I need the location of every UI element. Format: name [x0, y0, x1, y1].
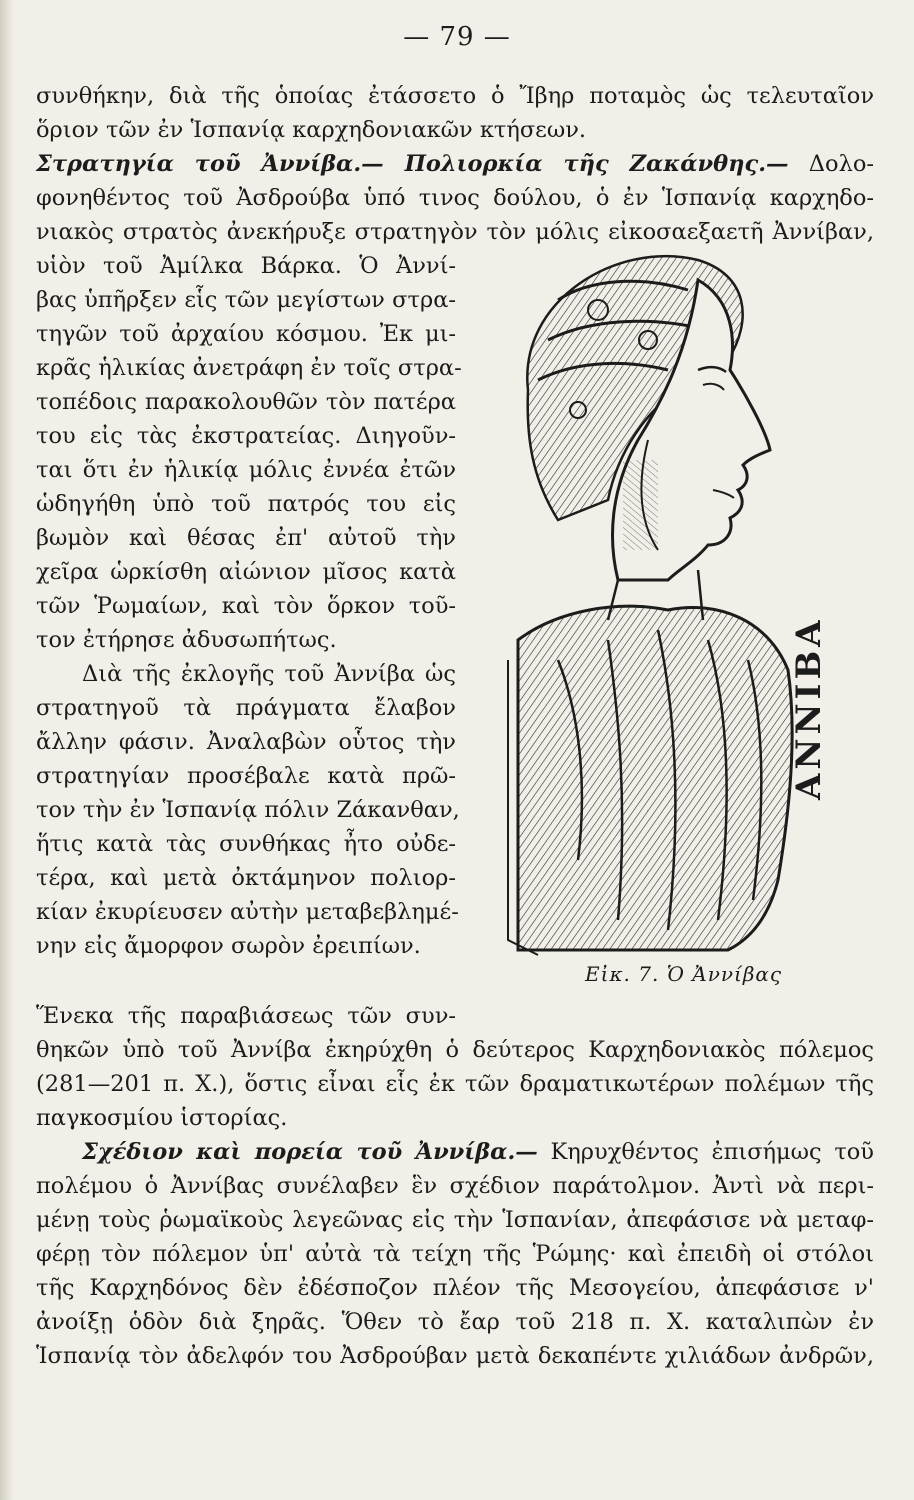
text-line: χεῖρα ὡρκίσθη αἰώνιον μῖσος κατὰ [36, 559, 456, 585]
text-line: παγκοσμίου ἱστορίας. [36, 1105, 288, 1131]
text-line: στρατηγοῦ τὰ πράγματα ἔλαβον [36, 695, 456, 721]
page-number: — 79 — [403, 22, 511, 52]
text-line: τον ἐτήρησε ἀδυσωπήτως. [36, 627, 337, 653]
text-line: τον τὴν ἐν Ἱσπανίᾳ πόλιν Ζάκανθαν, [36, 797, 460, 823]
text-line: βωμὸν καὶ θέσας ἐπ' αὐτοῦ τὴν [36, 525, 456, 551]
text-line: του εἰς τὰς ἐκστρατείας. Διηγοῦν- [36, 423, 456, 449]
text-line: ἄλλην φάσιν. Ἀναλαβὼν οὗτος τὴν [36, 729, 456, 755]
text-line: βας ὑπῆρξεν εἷς τῶν μεγίστων στρα- [36, 287, 456, 313]
text-line: πολέμου ὁ Ἀννίβας συνέλαβεν ἓν σχέδιον παράτολμον. Ἀντὶ νὰ περι- [36, 1173, 874, 1199]
text-line: θηκῶν ὑπὸ τοῦ Ἀννίβα ἐκηρύχθη ὁ δεύτερος Καρχηδονιακὸς πόλεμος [36, 1037, 874, 1063]
section-heading-strategy: Στρατηγία τοῦ Ἀννίβα.— Πολιορκία τῆς Ζακάνθης.— [36, 151, 789, 177]
text-span: Δολο- [788, 151, 874, 177]
text-line [82, 1136, 874, 1168]
text-line: τέρα, καὶ μετὰ ὀκτάμηνον πολιορ- [36, 865, 456, 891]
hannibal-bust-engraving [498, 240, 858, 960]
text-line: μένῃ τοὺς ῥωμαϊκοὺς λεγεῶνας εἰς τὴν Ἱσπανίαν, ἀπεφάσισε νὰ μεταφ- [36, 1207, 874, 1233]
text-line: ἥτις κατὰ τὰς συνθήκας ἦτο οὐδε- [36, 831, 456, 857]
text-line: ὡδηγήθη ὑπὸ τοῦ πατρός του εἰς [36, 491, 456, 517]
text-line: τῶν Ῥωμαίων, καὶ τὸν ὅρκον τοῦ- [36, 593, 456, 619]
text-line: τηγῶν τοῦ ἀρχαίου κόσμου. Ἐκ μι- [36, 321, 456, 347]
text-line: τῆς Καρχηδόνος δὲν ἐδέσποζον πλέον τῆς Μεσογείου, ἀπεφάσισε ν' [36, 1275, 874, 1301]
text-line: Διὰ τῆς ἐκλογῆς τοῦ Ἀννίβα ὡς [82, 661, 456, 687]
text-line: ται ὅτι ἐν ἡλικίᾳ μόλις ἐννέα ἐτῶν [36, 457, 456, 483]
text-line: υἱὸν τοῦ Ἀμίλκα Βάρκα. Ὁ Ἀννί- [36, 253, 456, 279]
text-line [36, 148, 874, 180]
page-edge-shadow [0, 0, 14, 1500]
text-line: τοπέδοις παρακολουθῶν τὸν πατέρα [36, 389, 456, 415]
text-line: φέρῃ τὸν πόλεμον ὑπ' αὐτὰ τὰ τείχη τῆς Ῥώμης· καὶ ἐπειδὴ οἱ στόλοι [36, 1241, 874, 1267]
text-line: φονηθέντος τοῦ Ἀσδρούβα ὑπό τινος δούλου, ὁ ἐν Ἱσπανίᾳ καρχηδο- [36, 185, 874, 211]
text-line: στρατηγίαν προσέβαλε κατὰ πρῶ- [36, 763, 456, 789]
section-heading-plan: Σχέδιον καὶ πορεία τοῦ Ἀννίβα.— [82, 1139, 538, 1165]
text-line: νιακὸς στρατὸς ἀνεκήρυξε στρατηγὸν τὸν μόλις εἰκοσαεξαετῆ Ἀννίβαν, [36, 219, 874, 245]
text-line: νην εἰς ἄμορφον σωρὸν ἐρειπίων. [36, 933, 421, 959]
text-line: ἀνοίξῃ ὁδὸν διὰ ξηρᾶς. Ὅθεν τὸ ἔαρ τοῦ 218 π. Χ. καταλιπὼν ἐν [36, 1309, 874, 1335]
text-line: κίαν ἐκυρίευσεν αὐτὴν μεταβεβλημέ- [36, 899, 459, 925]
text-line: Ἱσπανίᾳ τὸν ἀδελφόν του Ἀσδρούβαν μετὰ δεκαπέντε χιλιάδων ἀνδρῶν, [36, 1343, 874, 1369]
text-line: ὅριον τῶν ἐν Ἱσπανίᾳ καρχηδονιακῶν κτήσεων. [36, 117, 587, 143]
figure-signature: ANNIBA [789, 616, 829, 800]
text-line: Ἕνεκα τῆς παραβιάσεως τῶν συν- [36, 1003, 456, 1029]
text-line: συνθήκην, διὰ τῆς ὁποίας ἐτάσσετο ὁ Ἴβηρ ποταμὸς ὡς τελευταῖον [36, 83, 874, 109]
text-span: Κηρυχθέντος ἐπισήμως τοῦ [537, 1139, 874, 1165]
text-line: (281—201 π. Χ.), ὅστις εἶναι εἷς ἐκ τῶν δραματικωτέρων πολέμων τῆς [36, 1071, 874, 1097]
text-line: κρᾶς ἡλικίας ἀνετράφη ἐν τοῖς στρα- [36, 355, 462, 381]
figure-caption: Εἰκ. 7. Ὁ Ἀννίβας [585, 962, 783, 986]
